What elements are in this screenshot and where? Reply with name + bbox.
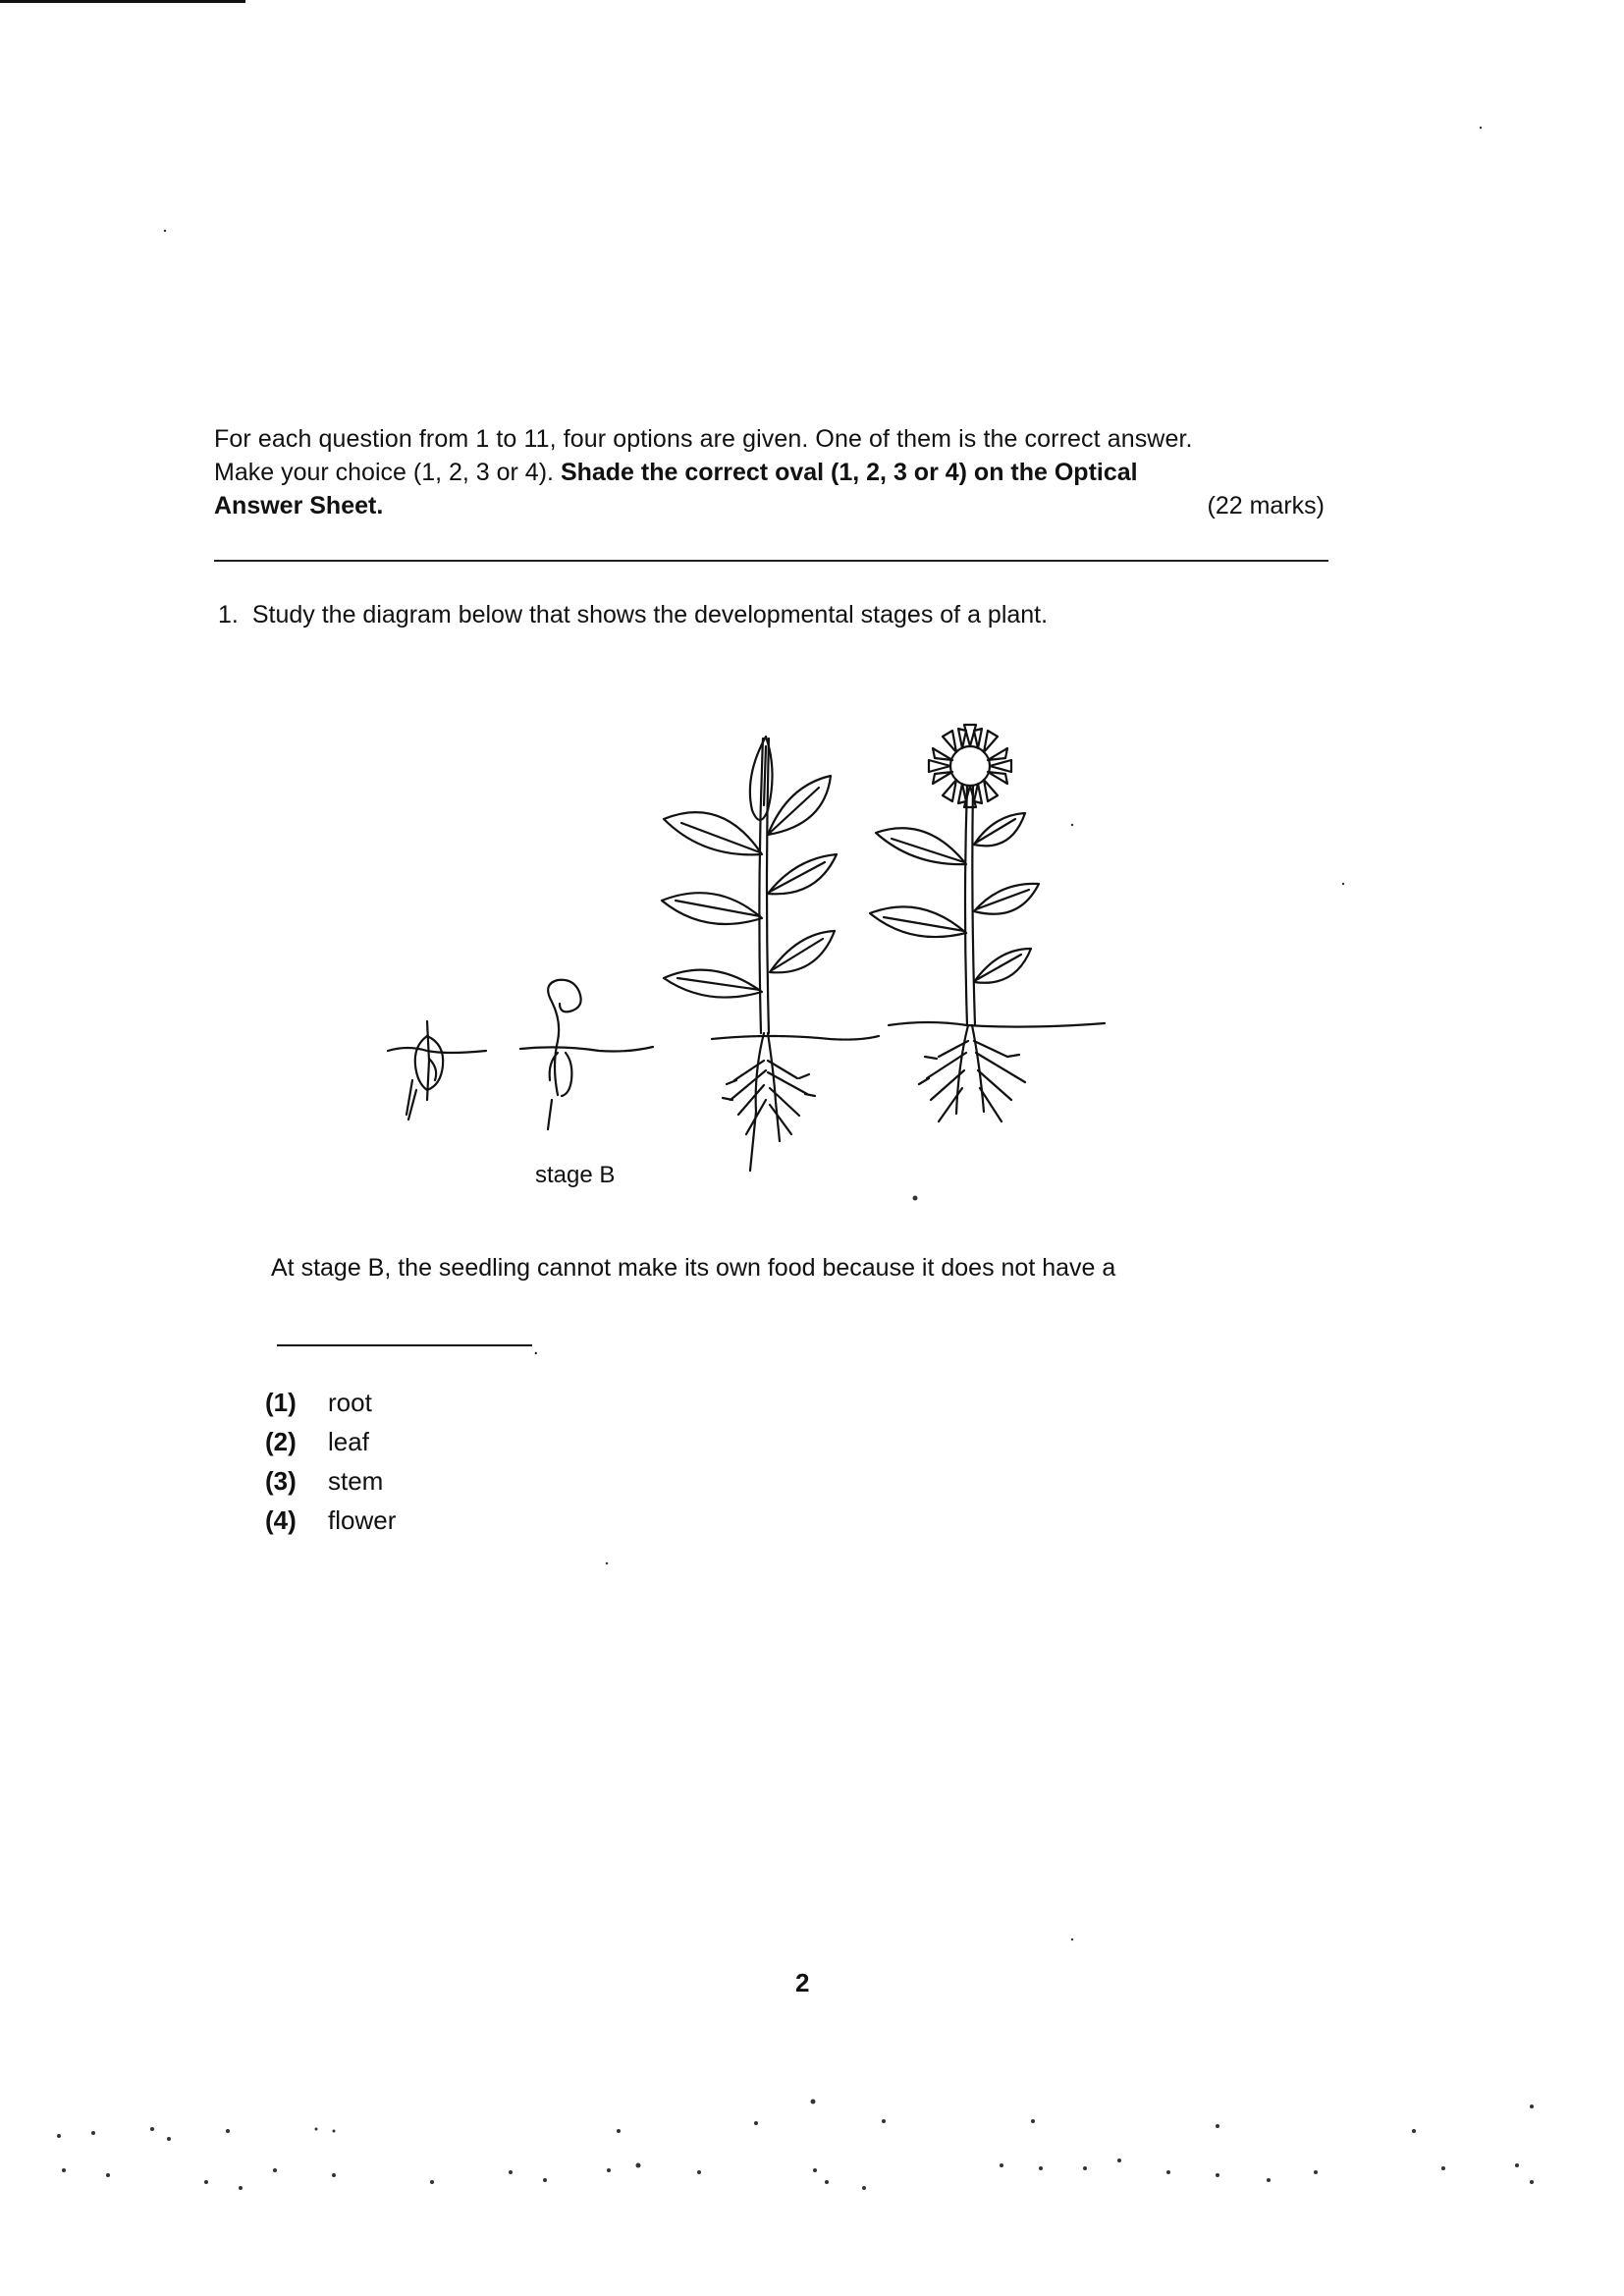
instructions-choice-text: Make your choice (1, 2, 3 or 4). (214, 459, 561, 486)
answer-option-1 (265, 1383, 396, 1422)
ground-line-1 (388, 1048, 486, 1053)
top-edge-rule (0, 0, 245, 3)
marks-label: (22 marks) (1207, 492, 1325, 519)
instructions-block (214, 422, 1328, 522)
option-number: (3) (265, 1465, 297, 1496)
instructions-line-3 (214, 489, 1328, 522)
stage-b-label: stage B (535, 1162, 616, 1188)
option-text: stem (328, 1465, 384, 1496)
question-number: 1. (218, 601, 239, 629)
stage-c-plant-icon (662, 737, 837, 1171)
answer-option-2 (265, 1422, 396, 1461)
answer-blank-line (277, 1344, 532, 1346)
section-divider (214, 560, 1328, 562)
instructions-line-1: For each question from 1 to 11, four options are given. One of them is the correct answer. (214, 425, 1193, 453)
answer-option-4 (265, 1501, 396, 1540)
option-text: root (328, 1387, 372, 1417)
ground-line-2 (520, 1047, 653, 1052)
question-intro-text: Study the diagram below that shows the developmental stages of a plant. (251, 601, 1049, 629)
plant-stages-diagram (373, 687, 1119, 1218)
ground-line-3 (712, 1036, 879, 1040)
option-number: (2) (265, 1426, 297, 1456)
stage-b-seedling-icon (548, 980, 581, 1129)
ground-line-4 (889, 1022, 1105, 1027)
answer-option-3 (265, 1461, 396, 1501)
instructions-shade-text: Shade the correct oval (1, 2, 3 or 4) on the Optical (560, 459, 1138, 486)
option-text: leaf (328, 1426, 369, 1456)
question-stem: At stage B, the seedling cannot make its own food because it does not have a (271, 1254, 1116, 1282)
option-number: (4) (265, 1504, 297, 1535)
page-number: 2 (795, 1968, 810, 1997)
option-number: (1) (265, 1387, 297, 1417)
question-intro (218, 601, 1298, 629)
instructions-line-2 (214, 456, 1328, 489)
instructions-answer-sheet-text: Answer Sheet. (214, 492, 384, 519)
stage-d-flowering-plant-icon (870, 725, 1039, 1121)
answer-blank-period: . (533, 1338, 539, 1359)
answer-options-list (265, 1383, 396, 1540)
option-text: flower (328, 1504, 397, 1535)
stage-a-seed-icon (406, 1021, 443, 1120)
